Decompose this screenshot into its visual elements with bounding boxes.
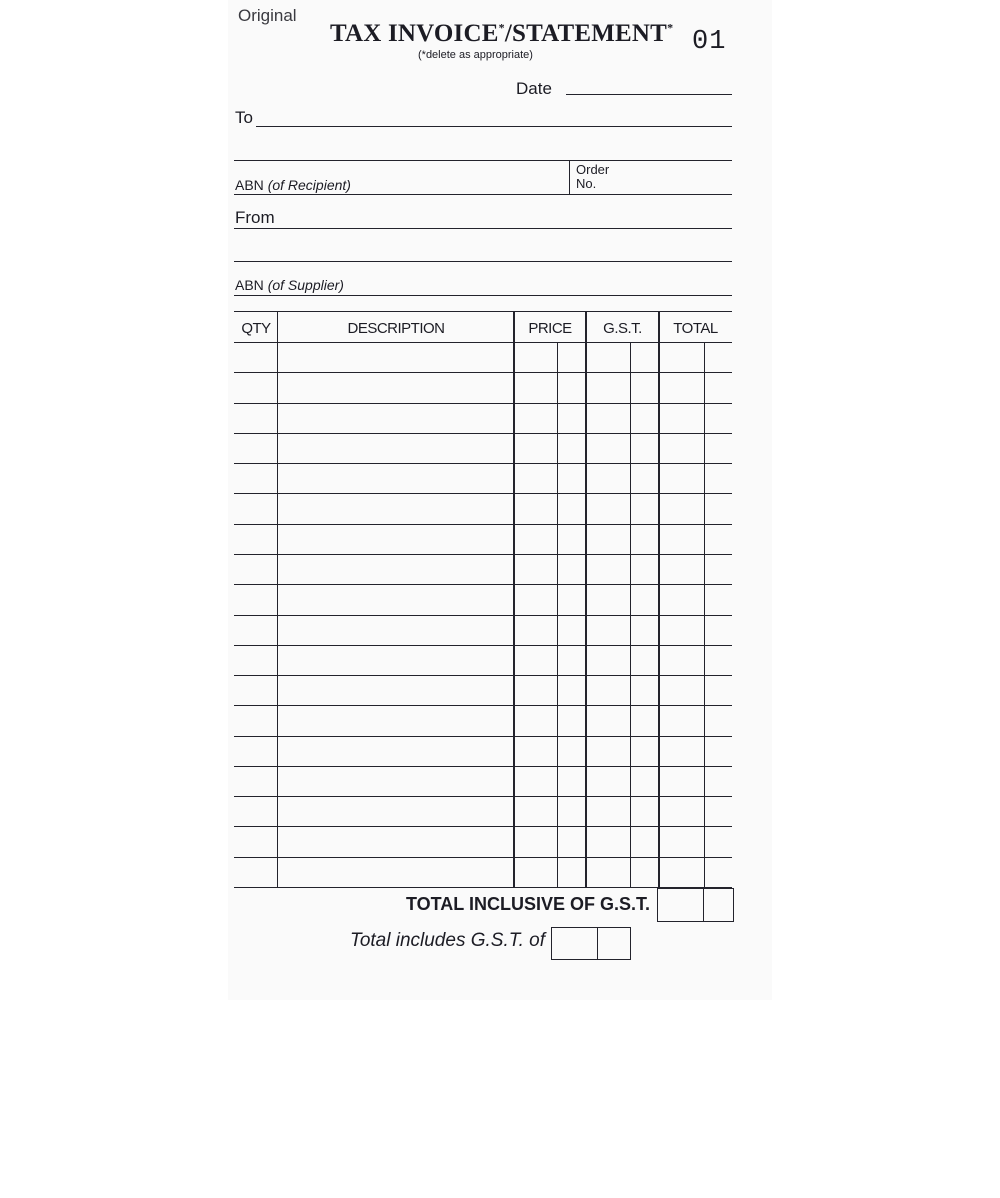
table-row-rule [234,705,732,706]
total-gst-box[interactable] [551,927,631,960]
abn-supplier-field-line[interactable] [234,295,732,296]
total-inclusive-label: TOTAL INCLUSIVE OF G.S.T. [405,894,650,914]
col-divider-qty [277,311,278,887]
table-row[interactable] [468,804,966,834]
to-label: To [235,108,253,127]
col-divider-gst [658,311,660,887]
table-row[interactable] [468,683,966,713]
date-field-line[interactable] [566,94,732,95]
table-row[interactable] [468,1077,966,1107]
table-row-rule [234,584,732,585]
table-row[interactable] [468,835,966,865]
table-row-rule [234,615,732,616]
form-title [330,20,673,48]
col-divider-description [513,311,515,887]
table-row[interactable] [468,744,966,774]
table-row-rule [234,554,732,555]
date-label: Date [516,79,552,98]
table-row-rule [234,826,732,827]
form-number: 01 [692,27,727,57]
header-price: PRICE [528,320,572,337]
table-row-rule [234,736,732,737]
table-row-rule [234,887,732,888]
table-row-rule [234,463,732,464]
abn-supplier-note: (of Supplier) [267,277,344,293]
table-row-rule [234,857,732,858]
title-statement: STATEMENT [511,20,668,47]
order-divider [569,160,570,194]
header-gst: G.S.T. [603,320,642,337]
order-no-label [576,163,609,191]
table-row[interactable] [468,956,966,986]
table-row-rule [234,493,732,494]
abn-recipient-label-text: ABN [235,177,264,193]
total-inclusive-box-divider [703,889,704,921]
table-row[interactable] [468,1047,966,1077]
title-tax-invoice: TAX INVOICE [330,20,499,47]
abn-recipient-note: (of Recipient) [267,177,351,193]
table-header-rule [234,342,732,343]
table-row[interactable] [468,1137,966,1167]
from-field-line-2[interactable] [234,261,732,262]
table-row-rule [234,766,732,767]
to-field-line-2[interactable] [234,160,732,161]
total-gst-box-divider [597,928,598,959]
from-label: From [235,208,275,227]
table-row[interactable] [468,774,966,804]
total-inclusive-box[interactable] [657,888,734,922]
abn-supplier-label-text: ABN [235,277,264,293]
abn-recipient-field-line[interactable] [234,194,732,195]
order-label-line1: Order [576,162,610,177]
table-top-rule [234,311,732,312]
from-field-line-1[interactable] [234,228,732,229]
table-row-rule [234,433,732,434]
title-asterisk-2: * [667,20,674,35]
table-row[interactable] [468,714,966,744]
header-total: TOTAL [673,320,718,337]
header-description: DESCRIPTION [347,320,445,337]
table-row-rule [234,524,732,525]
order-label-line2: No. [576,176,597,191]
to-field-line-1[interactable] [256,126,732,127]
table-row-rule [234,796,732,797]
table-row-rule [234,403,732,404]
table-row[interactable] [468,1168,966,1198]
table-row[interactable] [468,653,966,683]
header-qty: QTY [241,320,271,337]
total-includes-gst-label: Total includes G.S.T. of [349,930,545,951]
abn-supplier-label [235,277,344,293]
table-row[interactable] [468,1107,966,1137]
table-row[interactable] [468,1016,966,1046]
table-row-rule [234,675,732,676]
title-asterisk-1: * [498,20,505,35]
table-row-rule [234,645,732,646]
title-slash: / [504,20,512,47]
copy-label: Original [238,6,297,25]
table-row[interactable] [468,986,966,1016]
col-divider-price [585,311,587,887]
form-subtitle: (*delete as appropriate) [418,49,533,61]
table-row-rule [234,372,732,373]
abn-recipient-label [235,177,351,193]
